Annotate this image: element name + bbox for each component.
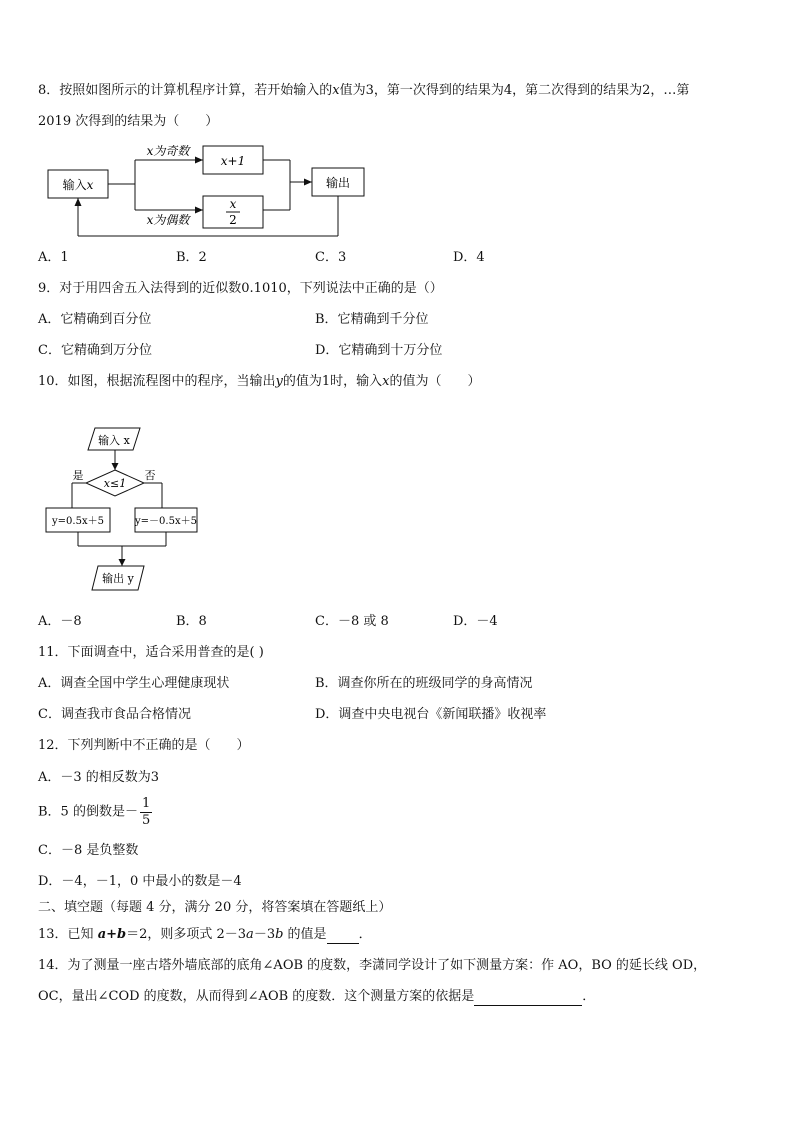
q8-frac-den: 2: [229, 213, 237, 227]
q10-option-b: B．8: [176, 614, 207, 629]
q12-option-b: [38, 796, 152, 829]
q8-output-label: 输出: [325, 176, 351, 190]
q9-option-d: D．它精确到十万分位: [315, 343, 443, 358]
q14-line2-text: OC，量出∠COD 的度数，从而得到∠AOB 的度数．这个测量方案的依据是: [38, 989, 475, 1004]
q12-fraction-denominator: 5: [141, 813, 151, 828]
q13-stem: [38, 926, 372, 944]
q11-stem: 11．下面调查中，适合采用普查的是( ): [38, 645, 264, 660]
q10-yes-label: 是: [72, 469, 84, 482]
q10-input-label: 输入 x: [98, 434, 130, 447]
section-heading: 二、填空题（每题 4 分，满分 20 分，将答案填在答题纸上）: [38, 900, 392, 915]
q13-answer-blank[interactable]: [327, 929, 359, 944]
q13-suffix: 的值是: [283, 927, 327, 942]
q11-option-d: D．调查中央电视台《新闻联播》收视率: [315, 707, 547, 722]
q13-minus: －3: [253, 927, 276, 942]
q10-condition-label: x≤1: [103, 477, 127, 490]
q8-input-label: 输入𝑥: [62, 178, 94, 192]
q8-odd-expr: 𝑥+1: [220, 154, 246, 168]
q11-option-a: A．调查全国中学生心理健康现状: [38, 676, 230, 691]
q13-var-a: a: [246, 927, 254, 942]
q8-option-b: B．2: [176, 250, 207, 265]
q12-fraction: [140, 796, 152, 829]
q12-option-b-text: B．5 的倒数是－: [38, 804, 138, 820]
q10-stem: 10．如图，根据流程图中的程序，当输出𝑦的值为1时，输入𝑥的值为（ ）: [38, 374, 481, 389]
q8-flowchart: [40, 138, 380, 244]
q13-var-b: b: [275, 927, 284, 942]
q12-option-d: D．－4，－1，0 中最小的数是－4: [38, 874, 242, 889]
q8-even-label: 𝑥为偶数: [146, 213, 190, 227]
q10-left-formula: y=0.5x＋5: [52, 516, 104, 527]
q8-odd-label: 𝑥为奇数: [146, 144, 190, 158]
q13-expr: a+b: [97, 927, 127, 942]
q9-option-c: C．它精确到万分位: [38, 343, 152, 358]
q12-stem: 12．下列判断中不正确的是（ ）: [38, 738, 250, 753]
q12-option-a: A．－3 的相反数为3: [38, 770, 160, 785]
q10-option-c: C．－8 或 8: [315, 614, 389, 629]
q14-answer-blank[interactable]: [474, 991, 582, 1006]
q8-stem-line2: 2019 次得到的结果为（ ）: [38, 114, 219, 129]
q9-option-b: B．它精确到千分位: [315, 312, 429, 327]
q10-option-a: A．－8: [38, 614, 82, 629]
q14-stem-line2: [38, 988, 595, 1006]
q10-option-d: D．－4: [453, 614, 498, 629]
q8-option-a: A．1: [38, 250, 69, 265]
q10-flowchart: [40, 420, 220, 600]
q9-option-a: A．它精确到百分位: [38, 312, 152, 327]
q11-option-b: B．调查你所在的班级同学的身高情况: [315, 676, 533, 691]
q8-stem-line1: 8．按照如图所示的计算机程序计算，若开始输入的𝑥值为3，第一次得到的结果为4，第二次得到的结果为2，…第: [38, 83, 690, 98]
q13-prefix: 13．已知: [38, 927, 98, 942]
q11-option-c: C．调查我市食品合格情况: [38, 707, 191, 722]
q12-option-c: C．－8 是负整数: [38, 843, 139, 858]
q14-stem-line1: 14．为了测量一座古塔外墙底部的底角∠AOB 的度数，李潇同学设计了如下测量方案：作 AO，BO 的延长线 OD，: [38, 958, 707, 973]
q10-right-formula: y=－0.5x＋5: [135, 516, 197, 527]
q9-stem: 9．对于用四舍五入法得到的近似数0.1010，下列说法中正确的是（）: [38, 281, 443, 296]
q10-output-label: 输出 y: [102, 572, 134, 585]
q13-mid: ＝2，则多项式 2－3: [126, 927, 247, 942]
q8-frac-num: x: [229, 197, 237, 211]
q8-option-c: C．3: [315, 250, 347, 265]
q14-end: ．: [582, 989, 596, 1004]
q12-fraction-numerator: 1: [141, 796, 151, 811]
q10-no-label: 否: [144, 469, 156, 482]
q13-end: ．: [358, 927, 372, 942]
q8-option-d: D．4: [453, 250, 485, 265]
